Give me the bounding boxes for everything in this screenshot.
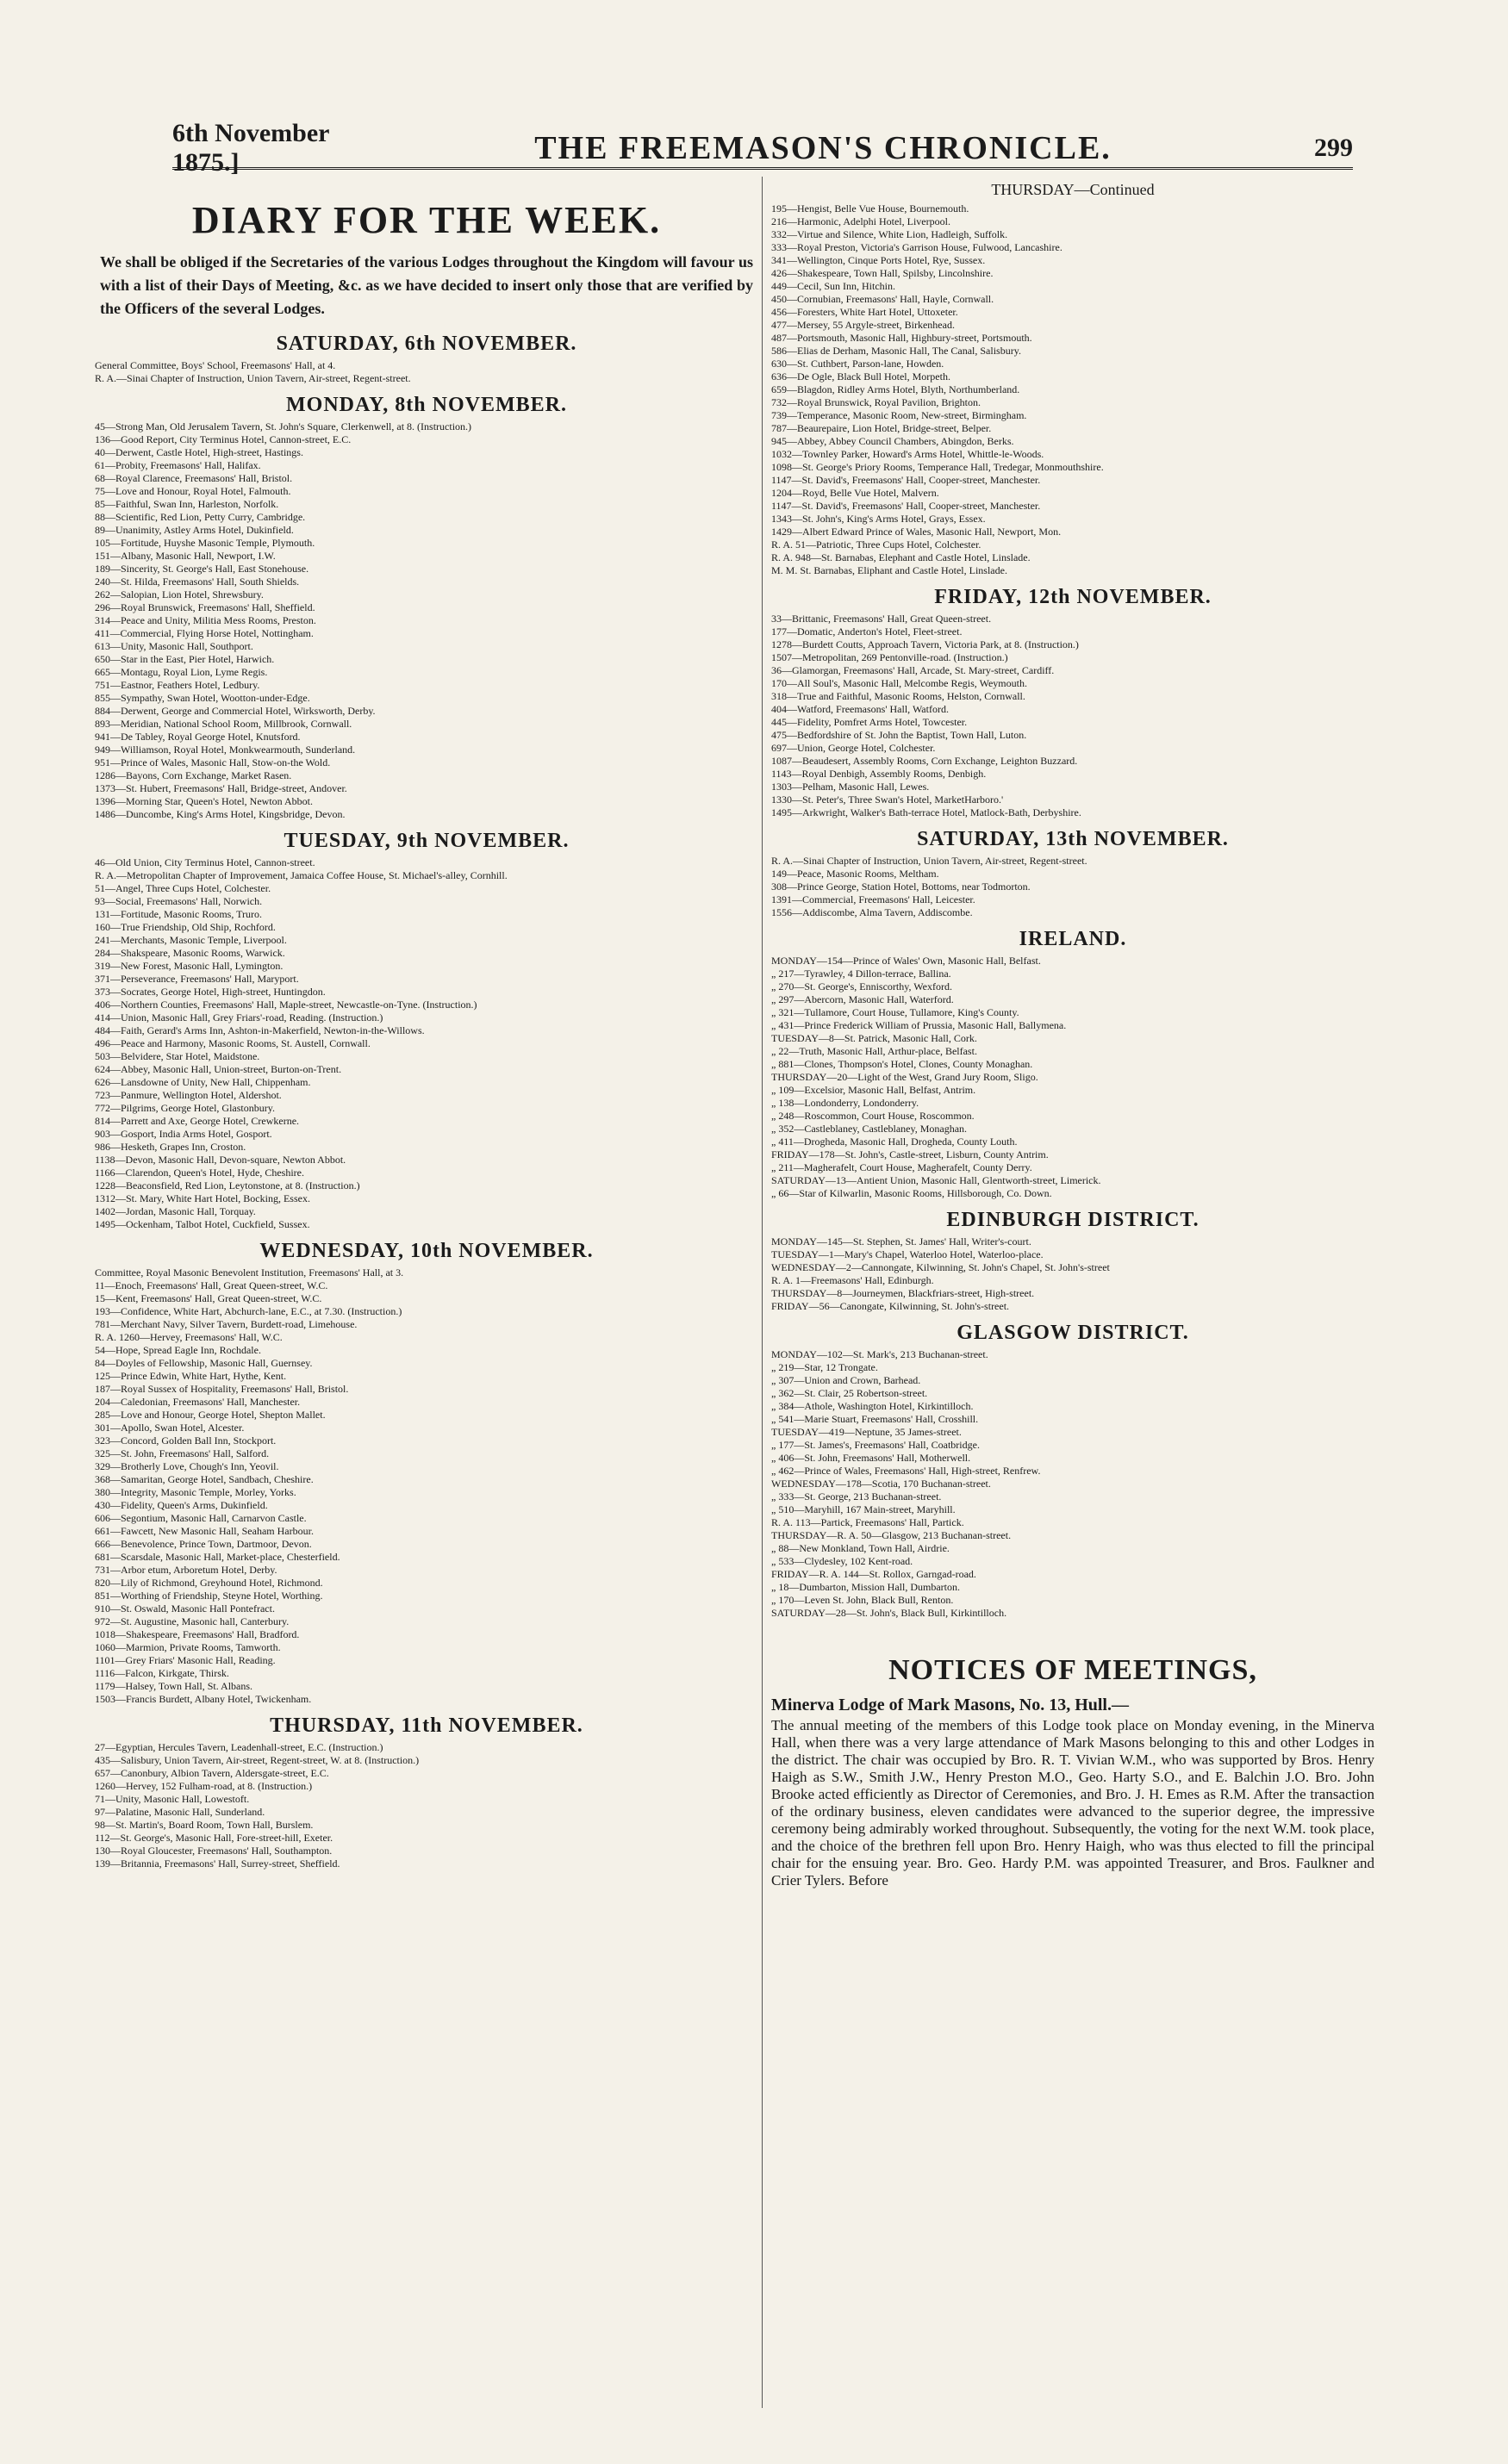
lodge-entry: „ 18—Dumbarton, Mission Hall, Dumbarton. xyxy=(771,1581,960,1593)
lodge-entry: „ 510—Maryhill, 167 Main-street, Maryhill. xyxy=(771,1503,956,1515)
lodge-entry: General Committee, Boys' School, Freemasons' Hall, at 4. xyxy=(95,359,336,371)
lodge-list xyxy=(95,359,758,385)
lodge-entry: 54—Hope, Spread Eagle Inn, Rochdale. xyxy=(95,1344,261,1356)
lodge-entry: 1166—Clarendon, Queen's Hotel, Hyde, Cheshire. xyxy=(95,1167,304,1179)
lodge-entry: R. A.—Sinai Chapter of Instruction, Union Tavern, Air-street, Regent-street. xyxy=(95,372,411,384)
lodge-entry: 284—Shakspeare, Masonic Rooms, Warwick. xyxy=(95,947,285,959)
section-heading: EDINBURGH DISTRICT. xyxy=(946,1209,1200,1231)
lodge-entry: 851—Worthing of Friendship, Steyne Hotel, Worthing. xyxy=(95,1590,323,1602)
lodge-entry: 414—Union, Masonic Hall, Grey Friars'-road, Reading. (Instruction.) xyxy=(95,1011,383,1024)
lodge-entry: 61—Probity, Freemasons' Hall, Halifax. xyxy=(95,459,261,471)
lodge-entry: 97—Palatine, Masonic Hall, Sunderland. xyxy=(95,1806,265,1818)
lodge-entry: „ 66—Star of Kilwarlin, Masonic Rooms, Hillsborough, Co. Down. xyxy=(771,1187,1052,1199)
issue-date: 6th November 1875.] xyxy=(172,119,329,177)
lodge-entry: FRIDAY—56—Canongate, Kilwinning, St. John's-street. xyxy=(771,1300,1010,1312)
lodge-entry: „ 270—St. George's, Enniscorthy, Wexford. xyxy=(771,980,952,992)
lodge-entry: 329—Brotherly Love, Chough's Inn, Yeovil. xyxy=(95,1460,279,1472)
right-column xyxy=(771,172,1374,2430)
diary-intro: We shall be obliged if the Secretaries of the various Lodges throughout the Kingdom will favour us with a list of their Days of Meeting, &c. as we have decided to insert only those that are verified by the Officers of the several Lodges. xyxy=(100,253,753,317)
lodge-entry: 1486—Duncombe, King's Arms Hotel, Kingsbridge, Devon. xyxy=(95,808,346,820)
lodge-entry: 1286—Bayons, Corn Exchange, Market Rasen. xyxy=(95,769,292,781)
lodge-entry: 972—St. Augustine, Masonic hall, Canterbury. xyxy=(95,1615,290,1627)
section-heading: WEDNESDAY, 10th NOVEMBER. xyxy=(259,1240,594,1262)
lodge-entry: 404—Watford, Freemasons' Hall, Watford. xyxy=(771,703,949,715)
lodge-entry: R. A.—Sinai Chapter of Instruction, Union Tavern, Air-street, Regent-street. xyxy=(771,855,1087,867)
lodge-entry: „ 170—Leven St. John, Black Bull, Renton. xyxy=(771,1594,954,1606)
notice-subhead: Minerva Lodge of Mark Masons, No. 13, Hull.— xyxy=(771,1696,1129,1714)
lodge-entry: 697—Union, George Hotel, Colchester. xyxy=(771,742,936,754)
lodge-entry: „ 321—Tullamore, Court House, Tullamore, King's County. xyxy=(771,1006,1019,1018)
section-heading: SATURDAY, 6th NOVEMBER. xyxy=(276,333,577,355)
lodge-entry: 503—Belvidere, Star Hotel, Maidstone. xyxy=(95,1050,260,1062)
lodge-entry: 368—Samaritan, George Hotel, Sandbach, Cheshire. xyxy=(95,1473,314,1485)
lodge-entry: R. A. 113—Partick, Freemasons' Hall, Partick. xyxy=(771,1516,964,1528)
lodge-entry: „ 217—Tyrawley, 4 Dillon-terrace, Ballina. xyxy=(771,968,951,980)
lodge-entry: 380—Integrity, Masonic Temple, Morley, Yorks. xyxy=(95,1486,296,1498)
lodge-entry: „ 431—Prince Frederick William of Prussia, Masonic Hall, Ballymena. xyxy=(771,1019,1067,1031)
lodge-entry: 487—Portsmouth, Masonic Hall, Highbury-street, Portsmouth. xyxy=(771,332,1032,344)
section-heading: IRELAND. xyxy=(1019,928,1127,950)
lodge-entry: 1204—Royd, Belle Vue Hotel, Malvern. xyxy=(771,487,939,499)
lodge-entry: 855—Sympathy, Swan Hotel, Wootton-under-Edge. xyxy=(95,692,310,704)
lodge-entry: 657—Canonbury, Albion Tavern, Aldersgate-street, E.C. xyxy=(95,1767,329,1779)
lodge-list xyxy=(771,955,1374,1200)
lodge-entry: 884—Derwent, George and Commercial Hotel, Wirksworth, Derby. xyxy=(95,705,376,717)
lodge-entry: 626—Lansdowne of Unity, New Hall, Chippenham. xyxy=(95,1076,311,1088)
lodge-entry: 1179—Halsey, Town Hall, St. Albans. xyxy=(95,1680,253,1692)
newspaper-title: THE FREEMASON'S CHRONICLE. xyxy=(534,130,1112,166)
lodge-entry: „ 333—St. George, 213 Buchanan-street. xyxy=(771,1490,942,1503)
lodge-entry: 787—Beaurepaire, Lion Hotel, Bridge-street, Belper. xyxy=(771,422,992,434)
lodge-entry: 814—Parrett and Axe, George Hotel, Crewkerne. xyxy=(95,1115,300,1127)
lodge-entry: 477—Mersey, 55 Argyle-street, Birkenhead. xyxy=(771,319,955,331)
lodge-entry: „ 219—Star, 12 Trongate. xyxy=(771,1361,878,1373)
lodge-entry: 241—Merchants, Masonic Temple, Liverpool. xyxy=(95,934,287,946)
lodge-entry: 941—De Tabley, Royal George Hotel, Knutsford. xyxy=(95,731,301,743)
lodge-entry: 1138—Devon, Masonic Hall, Devon-square, Newton Abbot. xyxy=(95,1154,346,1166)
lodge-entry: 910—St. Oswald, Masonic Hall Pontefract. xyxy=(95,1602,275,1615)
lodge-entry: R. A.—Metropolitan Chapter of Improvement, Jamaica Coffee House, St. Michael's-alley, Cornhill. xyxy=(95,869,508,881)
lodge-entry: „ 533—Clydesley, 102 Kent-road. xyxy=(771,1555,913,1567)
lodge-entry: 1391—Commercial, Freemasons' Hall, Leicester. xyxy=(771,893,975,905)
lodge-entry: 1101—Grey Friars' Masonic Hall, Reading. xyxy=(95,1654,276,1666)
lodge-entry: „ 138—Londonderry, Londonderry. xyxy=(771,1097,919,1109)
lodge-entry: MONDAY—154—Prince of Wales' Own, Masonic Hall, Belfast. xyxy=(771,955,1041,967)
lodge-entry: „ 384—Athole, Washington Hotel, Kirkintilloch. xyxy=(771,1400,974,1412)
lodge-entry: 951—Prince of Wales, Masonic Hall, Stow-on-the Wold. xyxy=(95,756,331,768)
lodge-list xyxy=(95,1266,758,1706)
lodge-entry: FRIDAY—178—St. John's, Castle-street, Lisburn, County Antrim. xyxy=(771,1148,1049,1160)
lodge-entry: 606—Segontium, Masonic Hall, Carnarvon Castle. xyxy=(95,1512,307,1524)
lodge-entry: 1556—Addiscombe, Alma Tavern, Addiscombe. xyxy=(771,906,973,918)
lodge-entry: 1330—St. Peter's, Three Swan's Hotel, MarketHarboro.' xyxy=(771,793,1004,806)
lodge-entry: 33—Brittanic, Freemasons' Hall, Great Queen-street. xyxy=(771,613,992,625)
lodge-entry: „ 177—St. James's, Freemasons' Hall, Coatbridge. xyxy=(771,1439,980,1451)
lodge-entry: TUESDAY—1—Mary's Chapel, Waterloo Hotel, Waterloo-place. xyxy=(771,1248,1044,1260)
lodge-entry: 636—De Ogle, Black Bull Hotel, Morpeth. xyxy=(771,370,950,383)
lodge-entry: 986—Hesketh, Grapes Inn, Croston. xyxy=(95,1141,246,1153)
lodge-entry: 332—Virtue and Silence, White Lion, Hadleigh, Suffolk. xyxy=(771,228,1008,240)
thursday-continued-heading: THURSDAY—Continued xyxy=(991,181,1155,198)
lodge-entry: „ 22—Truth, Masonic Hall, Arthur-place, Belfast. xyxy=(771,1045,977,1057)
lodge-entry: 89—Unanimity, Astley Arms Hotel, Dukinfield. xyxy=(95,524,294,536)
lodge-entry: „ 248—Roscommon, Court House, Roscommon. xyxy=(771,1110,975,1122)
lodge-list xyxy=(95,420,758,821)
lodge-entry: „ 211—Magherafelt, Court House, Magherafelt, County Derry. xyxy=(771,1161,1032,1173)
lodge-entry: 1343—St. John's, King's Arms Hotel, Grays, Essex. xyxy=(771,513,986,525)
lodge-entry: R. A. 948—St. Barnabas, Elephant and Castle Hotel, Linslade. xyxy=(771,551,1031,563)
lodge-entry: „ 541—Marie Stuart, Freemasons' Hall, Crosshill. xyxy=(771,1413,979,1425)
notice-body: The annual meeting of the members of this Lodge took place on Monday evening, in the Minerva Hall, when there was a very large attendance of Mark Masons belonging to this and other Lodges in the district. The chair was occupied by Bro. R. T. Vivian W.M., who was supported by Bros. Henry Haigh as S.W., Smith J.W., Henry Preston M.O., Geo. Harty S.O., and E. Balchin J.O. Bro. John Brooke acted efficiently as Director of Ceremonies, and Bro. J. H. Emes as R.M. After the transaction of the ordinary business, eleven candidates were advanced to the superior degree, the impressive ceremony being admirably worked throughout. Subsequently, the voting for the next W.M. took place, and the choice of the brethren fell upon Bro. Henry Haigh, who was thus elected to fill the principal chair for the ensuing year. Bro. Geo. Hardy P.M. was appointed Treasurer, and Bros. Faulkner and Crier Tylers. Before xyxy=(771,1717,1374,1888)
lodge-entry: WEDNESDAY—2—Cannongate, Kilwinning, St. John's Chapel, St. John's-street xyxy=(771,1261,1110,1273)
lodge-entry: 903—Gosport, India Arms Hotel, Gosport. xyxy=(95,1128,272,1140)
lodge-entry: 1429—Albert Edward Prince of Wales, Masonic Hall, Newport, Mon. xyxy=(771,526,1062,538)
lodge-entry: 296—Royal Brunswick, Freemasons' Hall, Sheffield. xyxy=(95,601,315,613)
lodge-entry: 125—Prince Edwin, White Hart, Hythe, Kent. xyxy=(95,1370,287,1382)
lodge-entry: 1143—Royal Denbigh, Assembly Rooms, Denbigh. xyxy=(771,768,987,780)
lodge-entry: 187—Royal Sussex of Hospitality, Freemasons' Hall, Bristol. xyxy=(95,1383,349,1395)
lodge-entry: 1098—St. George's Priory Rooms, Temperance Hall, Tredegar, Monmouthshire. xyxy=(771,461,1104,473)
lodge-entry: 177—Domatic, Anderton's Hotel, Fleet-street. xyxy=(771,625,963,638)
lodge-entry: 1260—Hervey, 152 Fulham-road, at 8. (Instruction.) xyxy=(95,1780,313,1792)
lodge-entry: 681—Scarsdale, Masonic Hall, Market-place, Chesterfield. xyxy=(95,1551,340,1563)
lodge-entry: 325—St. John, Freemasons' Hall, Salford. xyxy=(95,1447,270,1459)
lodge-entry: 659—Blagdon, Ridley Arms Hotel, Blyth, Northumberland. xyxy=(771,383,1020,395)
lodge-entry: 1060—Marmion, Private Rooms, Tamworth. xyxy=(95,1641,281,1653)
section-heading: GLASGOW DISTRICT. xyxy=(957,1322,1189,1344)
lodge-entry: THURSDAY—20—Light of the West, Grand Jury Room, Sligo. xyxy=(771,1071,1038,1083)
lodge-entry: 136—Good Report, City Terminus Hotel, Cannon-street, E.C. xyxy=(95,433,352,445)
lodge-entry: 1396—Morning Star, Queen's Hotel, Newton Abbot. xyxy=(95,795,313,807)
lodge-entry: 204—Caledonian, Freemasons' Hall, Manchester. xyxy=(95,1396,301,1408)
lodge-entry: 1116—Falcon, Kirkgate, Thirsk. xyxy=(95,1667,229,1679)
lodge-entry: 333—Royal Preston, Victoria's Garrison House, Fulwood, Lancashire. xyxy=(771,241,1062,253)
lodge-entry: 1032—Townley Parker, Howard's Arms Hotel, Whittle-le-Woods. xyxy=(771,448,1044,460)
lodge-entry: 149—Peace, Masonic Rooms, Meltham. xyxy=(771,868,939,880)
lodge-entry: MONDAY—102—St. Mark's, 213 Buchanan-street. xyxy=(771,1348,988,1360)
lodge-entry: 1507—Metropolitan, 269 Pentonville-road. (Instruction.) xyxy=(771,651,1008,663)
lodge-entry: 772—Pilgrims, George Hotel, Glastonbury. xyxy=(95,1102,275,1114)
left-day-sections xyxy=(95,333,758,1870)
lodge-entry: 650—Star in the East, Pier Hotel, Harwich. xyxy=(95,653,275,665)
lodge-entry: 496—Peace and Harmony, Masonic Rooms, St. Austell, Cornwall. xyxy=(95,1037,371,1049)
section-heading: FRIDAY, 12th NOVEMBER. xyxy=(934,586,1212,608)
thursday-continued-list xyxy=(771,202,1374,577)
lodge-entry: „ 297—Abercorn, Masonic Hall, Waterford. xyxy=(771,993,954,1005)
lodge-entry: „ 406—St. John, Freemasons' Hall, Motherwell. xyxy=(771,1452,971,1464)
lodge-entry: 216—Harmonic, Adelphi Hotel, Liverpool. xyxy=(771,215,950,227)
lodge-entry: 426—Shakespeare, Town Hall, Spilsby, Lincolnshire. xyxy=(771,267,994,279)
lodge-entry: „ 411—Drogheda, Masonic Hall, Drogheda, County Louth. xyxy=(771,1136,1018,1148)
section-heading: MONDAY, 8th NOVEMBER. xyxy=(286,394,567,416)
lodge-entry: 98—St. Martin's, Board Room, Town Hall, Burslem. xyxy=(95,1819,314,1831)
lodge-entry: 1278—Burdett Coutts, Approach Tavern, Victoria Park, at 8. (Instruction.) xyxy=(771,638,1079,650)
lodge-list xyxy=(771,1348,1374,1620)
lodge-entry: 435—Salisbury, Union Tavern, Air-street, Regent-street, W. at 8. (Instruction.) xyxy=(95,1754,420,1766)
lodge-entry: 40—Derwent, Castle Hotel, High-street, Hastings. xyxy=(95,446,303,458)
lodge-entry: 430—Fidelity, Queen's Arms, Dukinfield. xyxy=(95,1499,268,1511)
lodge-entry: 88—Scientific, Red Lion, Petty Curry, Cambridge. xyxy=(95,511,306,523)
lodge-entry: WEDNESDAY—178—Scotia, 170 Buchanan-street. xyxy=(771,1478,991,1490)
lodge-entry: 15—Kent, Freemasons' Hall, Great Queen-street, W.C. xyxy=(95,1292,322,1304)
lodge-entry: 456—Foresters, White Hart Hotel, Uttoxeter. xyxy=(771,306,958,318)
lodge-entry: „ 88—New Monkland, Town Hall, Airdrie. xyxy=(771,1542,950,1554)
lodge-entry: 240—St. Hilda, Freemasons' Hall, South Shields. xyxy=(95,576,300,588)
notices-title: NOTICES OF MEETINGS, xyxy=(888,1654,1257,1686)
lodge-list xyxy=(771,855,1374,919)
lodge-entry: 1228—Beaconsfield, Red Lion, Leytonstone, at 8. (Instruction.) xyxy=(95,1179,360,1192)
lodge-entry: 411—Commercial, Flying Horse Hotel, Nottingham. xyxy=(95,627,314,639)
lodge-entry: 130—Royal Gloucester, Freemasons' Hall, Southampton. xyxy=(95,1845,333,1857)
section-heading: THURSDAY, 11th NOVEMBER. xyxy=(270,1714,583,1737)
lodge-entry: „ 462—Prince of Wales, Freemasons' Hall, High-street, Renfrew. xyxy=(771,1465,1041,1477)
lodge-entry: THURSDAY—8—Journeymen, Blackfriars-street, High-street. xyxy=(771,1287,1035,1299)
lodge-entry: 27—Egyptian, Hercules Tavern, Leadenhall-street, E.C. (Instruction.) xyxy=(95,1741,383,1753)
lodge-list xyxy=(771,1235,1374,1313)
right-day-sections xyxy=(771,586,1374,1620)
lodge-entry: „ 352—Castleblaney, Castleblaney, Monaghan. xyxy=(771,1123,968,1135)
column-divider xyxy=(762,177,763,2408)
lodge-entry: 318—True and Faithful, Masonic Rooms, Helston, Cornwall. xyxy=(771,690,1025,702)
page-number: 299 xyxy=(1314,134,1353,162)
section-heading: SATURDAY, 13th NOVEMBER. xyxy=(917,828,1229,850)
lodge-entry: 68—Royal Clarence, Freemasons' Hall, Bristol. xyxy=(95,472,293,484)
lodge-entry: R. A. 1260—Hervey, Freemasons' Hall, W.C. xyxy=(95,1331,283,1343)
lodge-list xyxy=(95,856,758,1231)
lodge-entry: 314—Peace and Unity, Militia Mess Rooms, Preston. xyxy=(95,614,316,626)
lodge-entry: 285—Love and Honour, George Hotel, Shepton Mallet. xyxy=(95,1409,326,1421)
lodge-entry: 1147—St. David's, Freemasons' Hall, Cooper-street, Manchester. xyxy=(771,474,1041,486)
lodge-entry: 666—Benevolence, Prince Town, Dartmoor, Devon. xyxy=(95,1538,312,1550)
lodge-entry: 11—Enoch, Freemasons' Hall, Great Queen-street, W.C. xyxy=(95,1279,328,1291)
lodge-entry: 406—Northern Counties, Freemasons' Hall, Maple-street, Newcastle-on-Tyne. (Instruction.) xyxy=(95,999,477,1011)
lodge-list xyxy=(771,613,1374,819)
lodge-entry: 732—Royal Brunswick, Royal Pavilion, Brighton. xyxy=(771,396,981,408)
lodge-entry: 1495—Arkwright, Walker's Bath-terrace Hotel, Matlock-Bath, Derbyshire. xyxy=(771,806,1081,818)
lodge-entry: „ 881—Clones, Thompson's Hotel, Clones, County Monaghan. xyxy=(771,1058,1033,1070)
lodge-entry: 723—Panmure, Wellington Hotel, Aldershot. xyxy=(95,1089,282,1101)
lodge-entry: 84—Doyles of Fellowship, Masonic Hall, Guernsey. xyxy=(95,1357,313,1369)
lodge-entry: Committee, Royal Masonic Benevolent Institution, Freemasons' Hall, at 3. xyxy=(95,1266,404,1279)
lodge-entry: 1087—Beaudesert, Assembly Rooms, Corn Exchange, Leighton Buzzard. xyxy=(771,755,1078,767)
lodge-entry: 36—Glamorgan, Freemasons' Hall, Arcade, St. Mary-street, Cardiff. xyxy=(771,664,1055,676)
lodge-entry: 151—Albany, Masonic Hall, Newport, I.W. xyxy=(95,550,276,562)
lodge-entry: 445—Fidelity, Pomfret Arms Hotel, Towcester. xyxy=(771,716,968,728)
diary-title: DIARY FOR THE WEEK. xyxy=(191,199,662,241)
lodge-entry: 1312—St. Mary, White Hart Hotel, Bocking, Essex. xyxy=(95,1192,310,1204)
lodge-entry: 112—St. George's, Masonic Hall, Fore-street-hill, Exeter. xyxy=(95,1832,333,1844)
lodge-entry: M. M. St. Barnabas, Eliphant and Castle Hotel, Linslade. xyxy=(771,564,1007,576)
lodge-entry: 193—Confidence, White Hart, Abchurch-lane, E.C., at 7.30. (Instruction.) xyxy=(95,1305,402,1317)
lodge-entry: 484—Faith, Gerard's Arms Inn, Ashton-in-Makerfield, Newton-in-the-Willows. xyxy=(95,1024,425,1036)
lodge-entry: TUESDAY—419—Neptune, 35 James-street. xyxy=(771,1426,962,1438)
lodge-list xyxy=(95,1741,758,1870)
lodge-entry: 1147—St. David's, Freemasons' Hall, Cooper-street, Manchester. xyxy=(771,500,1041,512)
lodge-entry: 624—Abbey, Masonic Hall, Union-street, Burton-on-Trent. xyxy=(95,1063,342,1075)
lodge-entry: 1373—St. Hubert, Freemasons' Hall, Bridge-street, Andover. xyxy=(95,782,347,794)
lodge-entry: 139—Britannia, Freemasons' Hall, Surrey-street, Sheffield. xyxy=(95,1857,340,1870)
masthead xyxy=(172,119,1353,177)
lodge-entry: FRIDAY—R. A. 144—St. Rollox, Garngad-road. xyxy=(771,1568,976,1580)
lodge-entry: 1303—Pelham, Masonic Hall, Lewes. xyxy=(771,781,930,793)
lodge-entry: 661—Fawcett, New Masonic Hall, Seaham Harbour. xyxy=(95,1525,314,1537)
lodge-entry: SATURDAY—13—Antient Union, Masonic Hall, Glentworth-street, Limerick. xyxy=(771,1174,1101,1186)
lodge-entry: 781—Merchant Navy, Silver Tavern, Burdett-road, Limehouse. xyxy=(95,1318,358,1330)
lodge-entry: 949—Williamson, Royal Hotel, Monkwearmouth, Sunderland. xyxy=(95,744,356,756)
lodge-entry: 262—Salopian, Lion Hotel, Shrewsbury. xyxy=(95,588,264,600)
lodge-entry: 93—Social, Freemasons' Hall, Norwich. xyxy=(95,895,263,907)
lodge-entry: 1495—Ockenham, Talbot Hotel, Cuckfield, Sussex. xyxy=(95,1218,310,1230)
lodge-entry: R. A. 51—Patriotic, Three Cups Hotel, Colchester. xyxy=(771,538,981,551)
lodge-entry: 1018—Shakespeare, Freemasons' Hall, Bradford. xyxy=(95,1628,300,1640)
lodge-entry: 75—Love and Honour, Royal Hotel, Falmouth. xyxy=(95,485,291,497)
lodge-entry: 301—Apollo, Swan Hotel, Alcester. xyxy=(95,1422,245,1434)
lodge-entry: „ 307—Union and Crown, Barhead. xyxy=(771,1374,921,1386)
lodge-entry: TUESDAY—8—St. Patrick, Masonic Hall, Cork. xyxy=(771,1032,977,1044)
lodge-entry: 319—New Forest, Masonic Hall, Lymington. xyxy=(95,960,284,972)
lodge-entry: 751—Eastnor, Feathers Hotel, Ledbury. xyxy=(95,679,260,691)
lodge-entry: 820—Lily of Richmond, Greyhound Hotel, Richmond. xyxy=(95,1577,323,1589)
lodge-entry: SATURDAY—28—St. John's, Black Bull, Kirkintilloch. xyxy=(771,1607,1007,1619)
lodge-entry: 105—Fortitude, Huyshe Masonic Temple, Plymouth. xyxy=(95,537,315,549)
lodge-entry: 323—Concord, Golden Ball Inn, Stockport. xyxy=(95,1434,277,1447)
lodge-entry: 613—Unity, Masonic Hall, Southport. xyxy=(95,640,253,652)
lodge-entry: „ 109—Excelsior, Masonic Hall, Belfast, Antrim. xyxy=(771,1084,976,1096)
lodge-entry: 731—Arbor etum, Arboretum Hotel, Derby. xyxy=(95,1564,277,1576)
lodge-entry: 85—Faithful, Swan Inn, Harleston, Norfolk. xyxy=(95,498,279,510)
lodge-entry: 341—Wellington, Cinque Ports Hotel, Rye, Sussex. xyxy=(771,254,986,266)
lodge-entry: 160—True Friendship, Old Ship, Rochford. xyxy=(95,921,276,933)
lodge-entry: 893—Meridian, National School Room, Millbrook, Cornwall. xyxy=(95,718,352,730)
lodge-entry: 665—Montagu, Royal Lion, Lyme Regis. xyxy=(95,666,268,678)
lodge-entry: 170—All Soul's, Masonic Hall, Melcombe Regis, Weymouth. xyxy=(771,677,1027,689)
lodge-entry: „ 362—St. Clair, 25 Robertson-street. xyxy=(771,1387,928,1399)
lodge-entry: 195—Hengist, Belle Vue House, Bournemouth. xyxy=(771,202,969,215)
lodge-entry: 945—Abbey, Abbey Council Chambers, Abingdon, Berks. xyxy=(771,435,1014,447)
lodge-entry: 1503—Francis Burdett, Albany Hotel, Twickenham. xyxy=(95,1693,312,1705)
lodge-entry: 475—Bedfordshire of St. John the Baptist, Town Hall, Luton. xyxy=(771,729,1027,741)
lodge-entry: 449—Cecil, Sun Inn, Hitchin. xyxy=(771,280,895,292)
lodge-entry: 373—Socrates, George Hotel, High-street, Huntingdon. xyxy=(95,986,326,998)
lodge-entry: R. A. 1—Freemasons' Hall, Edinburgh. xyxy=(771,1274,934,1286)
lodge-entry: MONDAY—145—St. Stephen, St. James' Hall, Writer's-court. xyxy=(771,1235,1031,1248)
lodge-entry: 308—Prince George, Station Hotel, Bottoms, near Todmorton. xyxy=(771,880,1031,893)
lodge-entry: 45—Strong Man, Old Jerusalem Tavern, St. John's Square, Clerkenwell, at 8. (Instruction.) xyxy=(95,420,472,432)
left-column xyxy=(95,172,758,2430)
lodge-entry: 46—Old Union, City Terminus Hotel, Cannon-street. xyxy=(95,856,315,868)
lodge-entry: 51—Angel, Three Cups Hotel, Colchester. xyxy=(95,882,271,894)
lodge-entry: 1402—Jordan, Masonic Hall, Torquay. xyxy=(95,1205,256,1217)
lodge-entry: 630—St. Cuthbert, Parson-lane, Howden. xyxy=(771,358,944,370)
section-heading: TUESDAY, 9th NOVEMBER. xyxy=(284,830,570,852)
lodge-entry: 189—Sincerity, St. George's Hall, East Stonehouse. xyxy=(95,563,309,575)
lodge-entry: 450—Cornubian, Freemasons' Hall, Hayle, Cornwall. xyxy=(771,293,994,305)
lodge-entry: 371—Perseverance, Freemasons' Hall, Maryport. xyxy=(95,973,299,985)
lodge-entry: 131—Fortitude, Masonic Rooms, Truro. xyxy=(95,908,263,920)
lodge-entry: 71—Unity, Masonic Hall, Lowestoft. xyxy=(95,1793,250,1805)
lodge-entry: 739—Temperance, Masonic Room, New-street, Birmingham. xyxy=(771,409,1027,421)
lodge-entry: 586—Elias de Derham, Masonic Hall, The Canal, Salisbury. xyxy=(771,345,1021,357)
lodge-entry: THURSDAY—R. A. 50—Glasgow, 213 Buchanan-street. xyxy=(771,1529,1012,1541)
